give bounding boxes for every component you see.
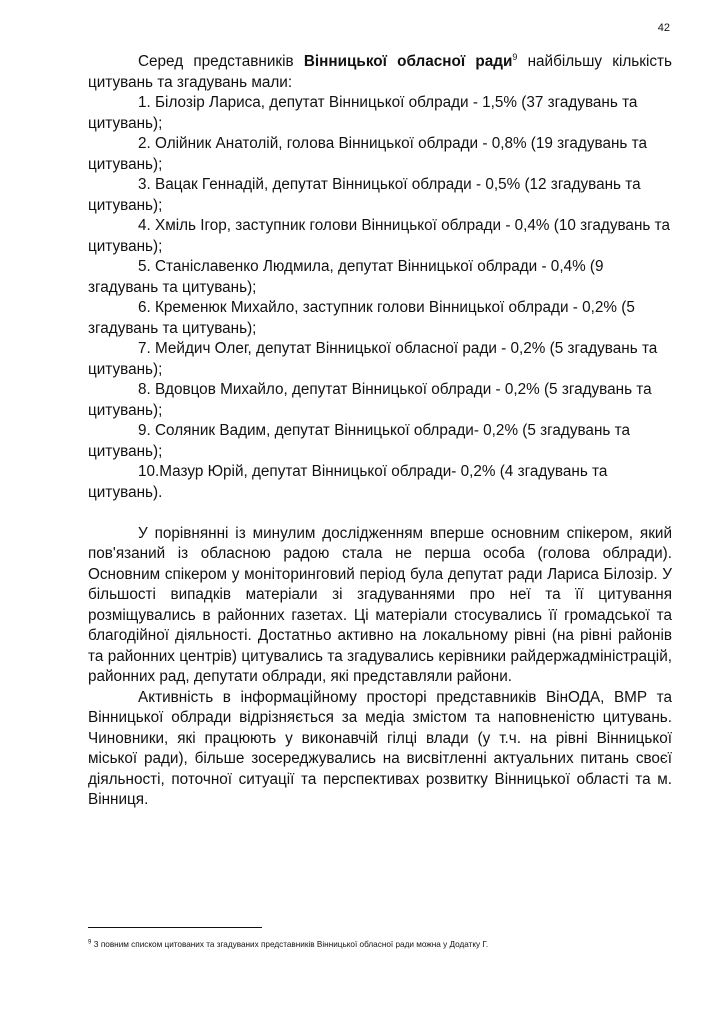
footnote-text: З повним списком цитованих та згадуваних представників Вінницької обласної ради можна у Додатку Г. bbox=[91, 940, 489, 949]
list-item: 9. Соляник Вадим, депутат Вінницької облради- 0,2% (5 згадувань та цитувань); bbox=[88, 422, 630, 460]
list-item: 1. Білозір Лариса, депутат Вінницької облради - 1,5% (37 згадувань та цитувань); bbox=[88, 94, 638, 132]
footnote bbox=[88, 939, 688, 950]
list-item: 7. Мейдич Олег, депутат Вінницької обласної ради - 0,2% (5 згадувань та цитувань); bbox=[88, 340, 658, 378]
intro-paragraph bbox=[88, 52, 672, 93]
intro-text-after: найбільшу кількість цитувань та згадувань мали: bbox=[88, 53, 672, 91]
footnote-divider bbox=[88, 927, 262, 928]
list-item: 5. Станіславенко Людмила, депутат Вінницької облради - 0,4% (9 згадувань та цитувань); bbox=[88, 258, 604, 296]
document-body bbox=[88, 52, 672, 811]
list-item: 6. Кременюк Михайло, заступник голови Вінницької облради - 0,2% (5 згадувань та цитувань); bbox=[88, 299, 635, 337]
list-item: 10.Мазур Юрій, депутат Вінницької облради- 0,2% (4 згадувань та цитувань). bbox=[88, 463, 608, 501]
footnote-mark: 9 bbox=[88, 939, 92, 946]
intro-text-before: Серед представників bbox=[138, 53, 304, 70]
list-item: 2. Олійник Анатолій, голова Вінницької облради - 0,8% (19 згадувань та цитувань); bbox=[88, 135, 647, 173]
paragraph-spacer bbox=[88, 503, 672, 524]
footnote-reference[interactable]: 9 bbox=[512, 51, 518, 62]
list-item: 4. Хміль Ігор, заступник голови Вінницької облради - 0,4% (10 згадувань та цитувань); bbox=[88, 217, 670, 255]
comparison-paragraph: У порівнянні із минулим дослідженням вперше основним спікером, який пов'язаний із обласною радою стала не перша особа (голова облради). Основним спікером у моніторинговий період була депутат ради Лариса Білозір. У більшості випадків матеріали зі згадуваннями про неї та її цитування розміщувались в районних газетах. Ці матеріали стосувались її громадської та благодійної діяльності. Достатньо активно на локальному рівні (на рівні районів та районних центрів) цитувались та згадувались керівники райдержадміністрацій, районних рад, депутати облради, які представляли райони. bbox=[88, 524, 672, 685]
list-item: 8. Вдовцов Михайло, депутат Вінницької облради - 0,2% (5 згадувань та цитувань); bbox=[88, 381, 652, 419]
intro-bold-council: Вінницької обласної ради bbox=[303, 53, 513, 70]
page-number: 42 bbox=[657, 22, 670, 34]
activity-paragraph: Активність в інформаційному просторі представників ВінОДА, ВМР та Вінницької облради відрізняється за медіа змістом та наповненістю цитувань. Чиновники, які працюють у виконавчій гілці влади (у т.ч. на рівні Вінницької міської ради), більше зосереджувались на висвітленні актуальних питань своєї діяльності, поточної ситуації та перспективах розвитку Вінницької області та м. Вінниця. bbox=[88, 688, 672, 808]
list-item: 3. Вацак Геннадій, депутат Вінницької облради - 0,5% (12 згадувань та цитувань); bbox=[88, 176, 641, 214]
speaker-list bbox=[88, 93, 672, 503]
